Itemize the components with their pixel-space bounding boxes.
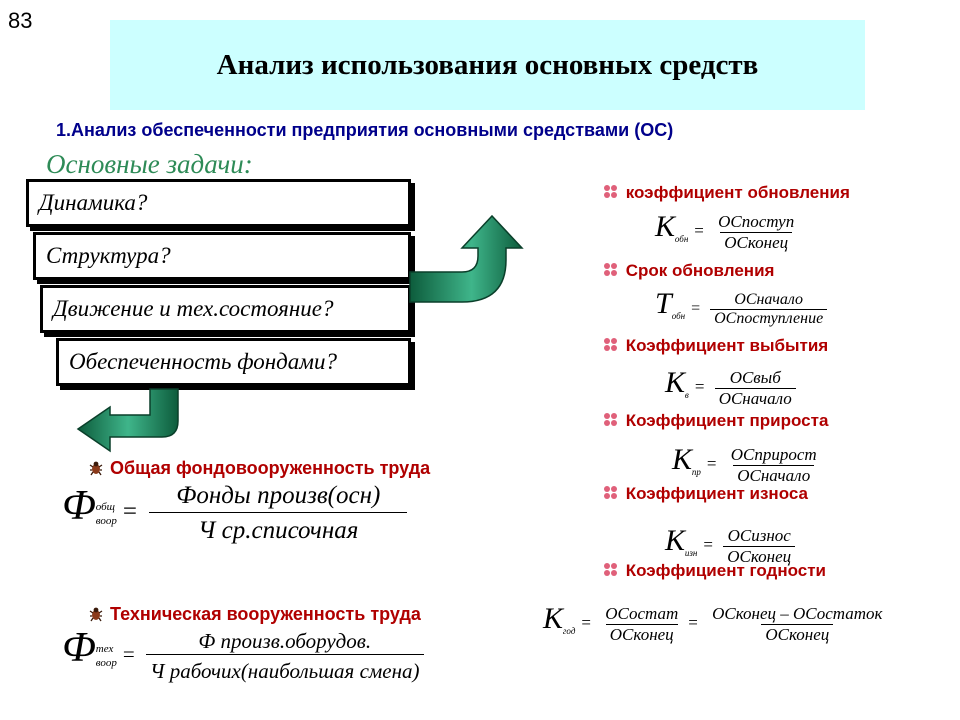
formula-retirement: $К_в$ = $\frac{\text{ОСвыб}}{\text{ОСначало}}$ (665, 366, 796, 409)
formula-growth: $К_{пр}$ = $\frac{\text{ОСприрост}}{\text{ОСначало}}$ (672, 443, 817, 485)
formula-renewal: $К_{обн}$ = $\frac{\text{ОСпоступ}}{\text{ОСконец}}$ (655, 210, 795, 252)
tasks-heading: Основные задачи: (46, 149, 253, 179)
bullet-icon (604, 413, 618, 427)
coef-label-wear: Коэффициент износа (604, 484, 808, 504)
formula-wear: $К_{изн}$ = $\frac{\text{ОСизнос}}{\text{ОСконец}}$ (665, 524, 795, 567)
formula-fondo: Ф общ воор = $\frac{\text{Фонды произв(осн)}}{\text{Ч ср.списочная}}$ (62, 482, 407, 545)
tech-label: Техническая вооруженность труда (88, 604, 421, 625)
task-box-provision (56, 338, 411, 386)
formula-tech: Ф тех воор = $\frac{\text{Ф произв.оборудов.}}{\text{Ч рабочих(наибольшая смена)}}$ (62, 624, 424, 684)
fondo-label: Общая фондовооруженность труда (88, 456, 488, 480)
coef-label-renewal-term: Срок обновления (604, 261, 774, 281)
formula-validity: $К_{год}$ = $\frac{\text{ОСостат}}{\text{ОСконец}}$ = $\frac{\text{ОСконец – ОСостаток}}{\text{ОСконец}}$ (543, 602, 883, 644)
formula-renewal-term: $Т_{обн}$ = $\frac{\text{ОСначало}}{\text{ОСпоступление}}$ (655, 287, 827, 328)
bullet-icon (604, 486, 618, 500)
subtitle: 1.Анализ обеспеченности предприятия основными средствами (ОС) (56, 120, 674, 140)
curved-arrow-up-icon (400, 210, 530, 310)
task-box-movement (40, 285, 411, 333)
task-label: Динамика? (39, 190, 148, 215)
task-box-dynamics (26, 179, 411, 227)
task-label: Движение и тех.состояние? (53, 296, 334, 321)
task-box-structure (33, 232, 411, 280)
coef-label-validity: Коэффициент годности (604, 561, 826, 581)
bug-bullet-icon (88, 606, 104, 622)
task-label: Обеспеченность фондами? (69, 349, 337, 374)
title-box (110, 20, 865, 110)
bullet-icon (604, 263, 618, 277)
slide-number: 83 (8, 8, 33, 33)
bullet-icon (604, 185, 618, 199)
bug-bullet-icon (88, 460, 104, 476)
bullet-icon (604, 563, 618, 577)
slide-title: Анализ использования основных средств (216, 48, 759, 81)
bullet-icon (604, 338, 618, 352)
coef-label-retirement: Коэффициент выбытия (604, 336, 828, 356)
coef-label-growth: Коэффициент прироста (604, 411, 828, 431)
curved-arrow-down-icon (70, 385, 190, 455)
task-label: Структура? (46, 243, 171, 268)
coef-label-renewal: коэффициент обновления (604, 183, 850, 203)
